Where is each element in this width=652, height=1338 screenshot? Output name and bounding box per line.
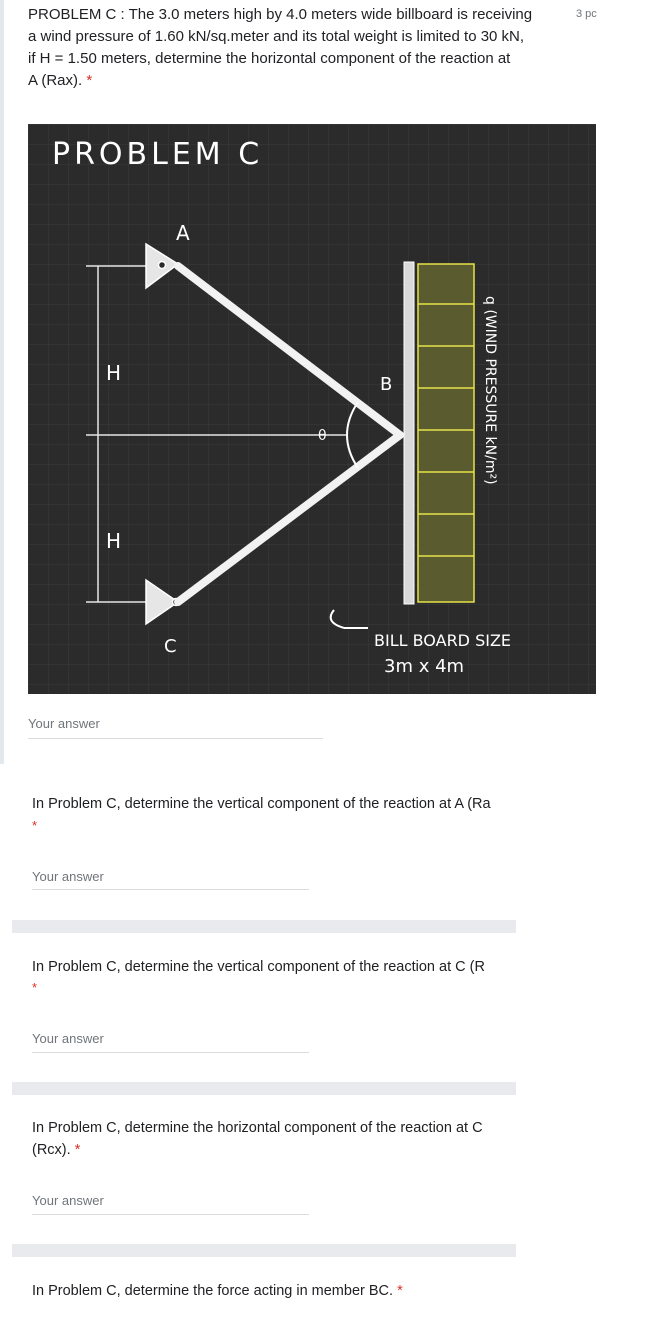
problem-diagram [28,124,596,694]
label-h-top: H [106,361,122,385]
question-1-line-3: if H = 1.50 meters, determine the horizontal component of the reaction at [28,50,511,67]
question-1-title [28,4,568,92]
question-1-line-1: PROBLEM C : The 3.0 meters high by 4.0 meters wide billboard is receiving [28,6,533,23]
label-size-line-1: BILL BOARD SIZE [374,631,512,650]
label-a: A [176,221,190,245]
answer-underline-2 [32,889,309,890]
question-1-line-4: A (Rax). [28,72,83,89]
question-4-text-line-2: (Rcx). * [32,1142,81,1158]
problem-figure [28,124,596,694]
question-4-text-line-1: In Problem C, determine the horizontal component of the reaction at C [32,1120,483,1136]
answer-underline-4 [32,1214,309,1215]
question-5-text: In Problem C, determine the force acting in member BC. * [32,1283,403,1299]
points-label: 3 pc [576,8,597,20]
section-divider-2 [12,1082,516,1095]
question-1-line-2: a wind pressure of 1.60 kN/sq.meter and its total weight is limited to 30 kN, [28,28,525,45]
label-size-line-2: 3m x 4m [384,656,465,677]
answer-input-4[interactable]: Your answer [32,1193,104,1208]
label-wind-pressure: q (WIND PRESSURE kN/m²) [482,296,498,485]
wind-pressure-area [418,264,474,602]
question-2-text: In Problem C, determine the vertical component of the reaction at A (Ra [32,796,491,812]
question-3-text: In Problem C, determine the vertical component of the reaction at C (R [32,959,485,975]
question-2-required: * [32,818,38,833]
billboard-post [404,262,414,604]
section-divider-3 [12,1244,516,1257]
answer-underline-1 [28,738,323,739]
answer-underline-3 [32,1052,309,1053]
label-b: B [380,374,393,395]
required-asterisk: * [86,72,93,89]
answer-input-2[interactable]: Your answer [32,869,104,884]
label-h-bottom: H [106,529,122,553]
section-divider-1 [12,920,516,933]
answer-input-1[interactable]: Your answer [28,716,100,731]
angle-symbol: θ [318,428,327,444]
figure-heading: PROBLEM C [52,137,264,172]
question-3-required: * [32,980,38,995]
answer-input-3[interactable]: Your answer [32,1031,104,1046]
label-c: C [164,636,177,657]
